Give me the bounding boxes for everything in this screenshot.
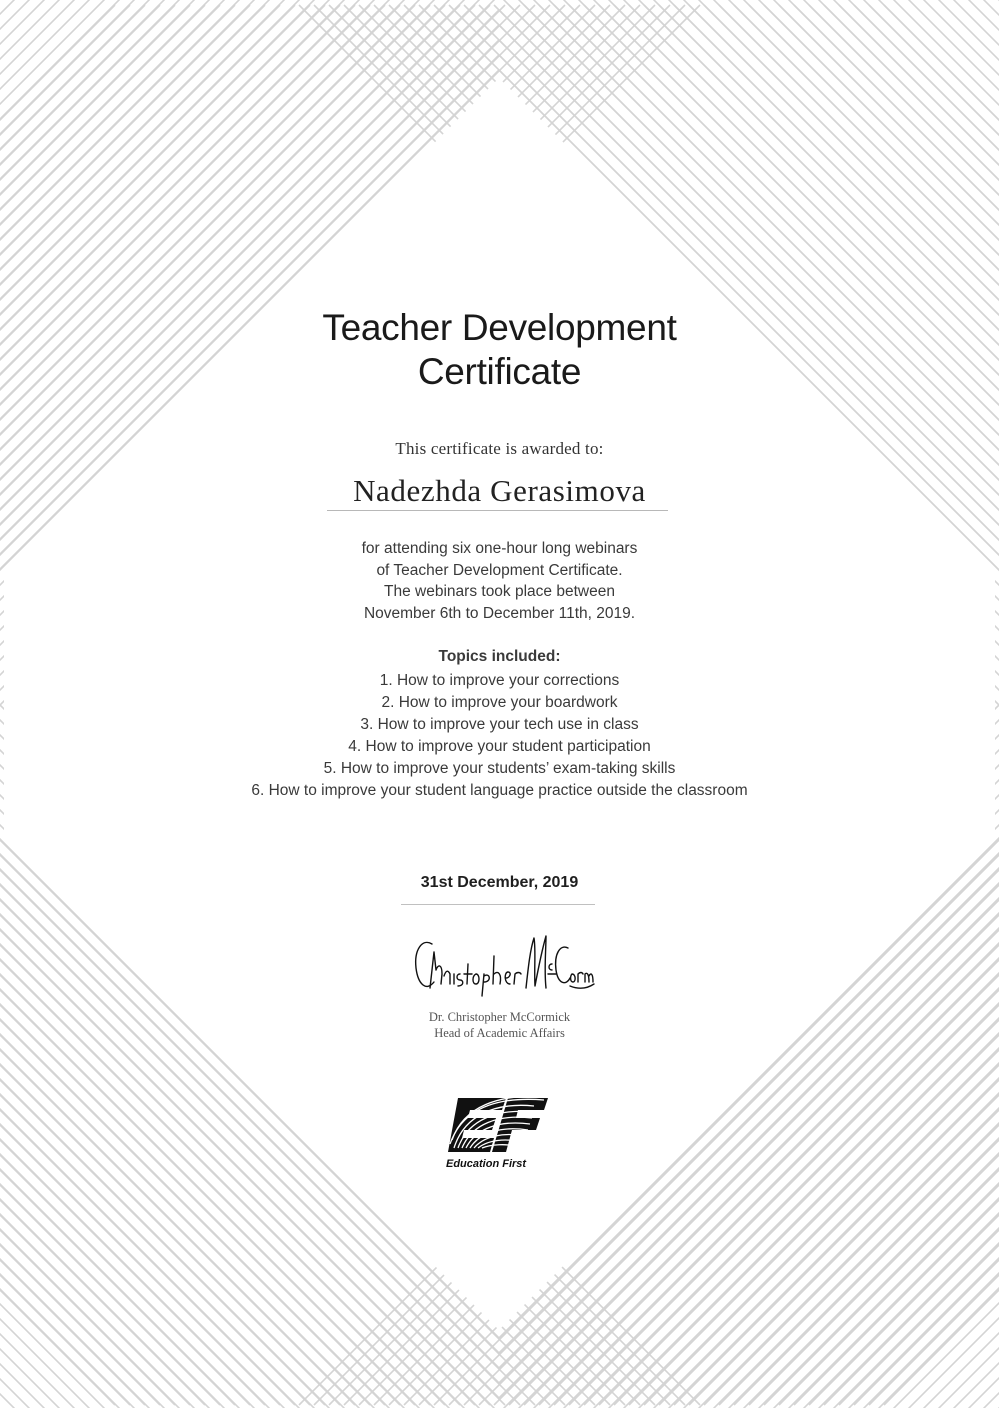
signature-image xyxy=(410,930,595,1000)
description-line: for attending six one-hour long webinars xyxy=(361,540,638,557)
certificate-title xyxy=(0,306,999,394)
topic-item: 5. How to improve your students’ exam-taking skills xyxy=(323,759,676,777)
signer-name: Dr. Christopher McCormick xyxy=(428,1010,571,1024)
certificate-date: 31st December, 2019 xyxy=(420,874,579,891)
awarded-to-label: This certificate is awarded to: xyxy=(395,439,604,458)
topic-item: 6. How to improve your student language practice outside the classroom xyxy=(251,781,748,799)
topic-item: 3. How to improve your tech use in class xyxy=(360,715,639,733)
signer-title: Head of Academic Affairs xyxy=(434,1026,565,1040)
description-line: The webinars took place between xyxy=(384,583,615,601)
date-underline xyxy=(401,904,595,905)
ef-logo-icon xyxy=(444,1096,552,1172)
description xyxy=(0,538,999,625)
topics-list xyxy=(0,670,999,801)
logo-text: Education First xyxy=(446,1158,527,1170)
topic-item: 4. How to improve your student participation xyxy=(348,737,651,755)
description-line: of Teacher Development Certificate. xyxy=(376,561,623,579)
title-line-1: Teacher Development xyxy=(322,307,677,348)
description-line: November 6th to December 11th, 2019. xyxy=(363,605,636,623)
topic-item: 1. How to improve your corrections xyxy=(379,672,620,689)
recipient-name: Nadezhda Gerasimova xyxy=(353,473,646,508)
title-line-2: Certificate xyxy=(417,351,582,392)
topic-item: 2. How to improve your boardwork xyxy=(381,693,618,711)
recipient-underline xyxy=(327,510,668,511)
topics-heading: Topics included: xyxy=(438,648,561,665)
